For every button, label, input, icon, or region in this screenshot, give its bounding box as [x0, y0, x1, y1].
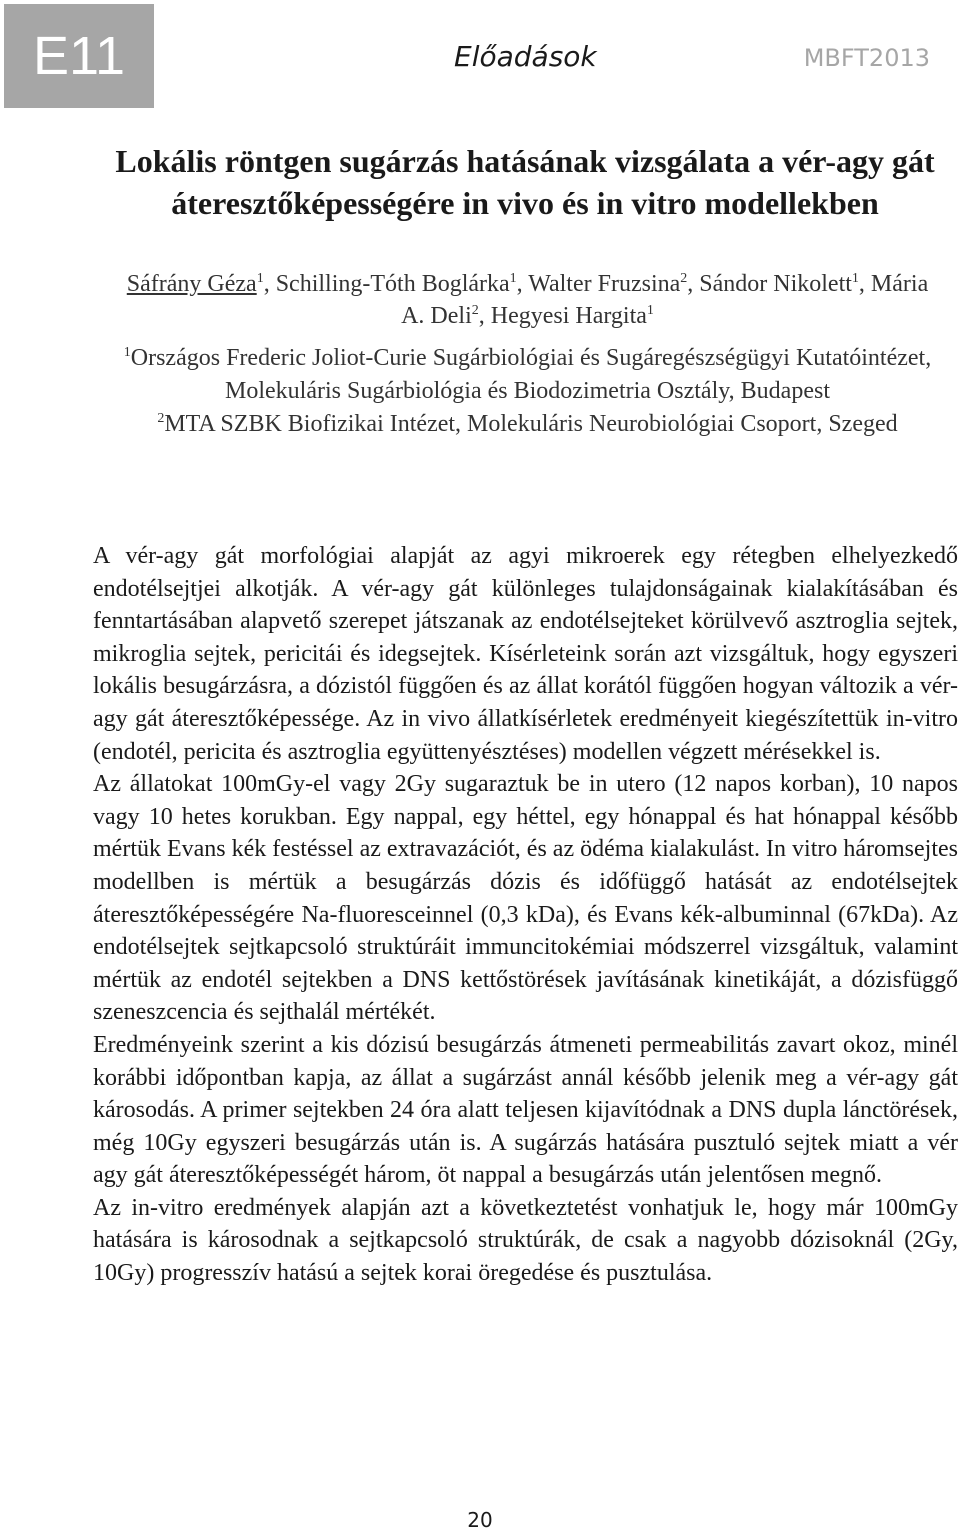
session-code-badge: E11 — [4, 4, 154, 108]
affiliation-text: MTA SZBK Biofizikai Intézet, Molekuláris Neurobiológiai Csoport, Szeged — [164, 411, 898, 437]
author-name: Sándor Nikolett — [699, 271, 852, 297]
author-name: Mária A. Deli — [401, 271, 929, 329]
affiliation-text: Országos Frederic Joliot-Curie Sugárbiológiai és Sugáregészségügyi Kutatóintézet, Molekuláris Sugárbiológia és Biodozimetria Osztály, Budapest — [130, 345, 932, 404]
abstract-paragraph: A vér-agy gát morfológiai alapját az agyi mikroerek egy rétegben elhelyezkedő endotélsejtjei alkotják. A vér-agy gát különleges tulajdonságainak kialakításában és fenntartásában alapvető szerepet játszanak az endotélsejteket körülvevő asztroglia sejtek, mikroglia sejtek, pericitái és idegsejtek. Kísérleteink során azt vizsgáltuk, hogy egyszeri lokális besugárzásra, a dózistól függően és az állat korától függően hogyan változik a vér-agy gát áteresztőképessége. Az in vivo állatkísérletek eredményeit kiegészítettük in-vitro (endotél, pericita és asztroglia együttenyésztéses) modellen végzett mérésekkel is. — [93, 543, 958, 765]
author-affiliation-index: 2 — [680, 271, 688, 286]
affiliation-list — [100, 342, 955, 441]
section-label: Előadások — [454, 40, 597, 73]
author-name: Hegyesi Hargita — [490, 303, 647, 329]
author-affiliation-index: 1 — [851, 271, 859, 286]
page-number: 20 — [467, 1508, 493, 1532]
affiliation-index: 2 — [157, 411, 165, 426]
affiliation-index: 1 — [123, 345, 131, 360]
author-affiliation-index: 1 — [256, 271, 264, 286]
abstract-paragraph: Az in-vitro eredmények alapján azt a következtetést vonhatjuk le, hogy már 100mGy hatására is károsodnak a sejtkapcsoló struktúrák, de csak a nagyobb dózisoknál (2Gy, 10Gy) progresszív hatású a sejtek korai öregedése és pusztulása. — [93, 1194, 958, 1287]
abstract-body — [93, 540, 958, 1290]
abstract-paragraph: Eredményeink szerint a kis dózisú besugárzás átmeneti permeabilitás zavart okoz, minél korábbi időpontban kapja, az állat a sugárzást annál később jelenik meg a vér-agy gát károsodás. A primer sejtekben 24 óra alatt teljesen kijavítódnak a DNS dupla lánctörések, még 10Gy egyszeri besugárzás után is. A sugárzás hatására pusztuló sejtek miatt a vér agy gát áteresztőképességét három, öt nappal a besugárzás után jelentősen megnő. — [93, 1031, 958, 1189]
author-name: Sáfrány Géza — [126, 271, 257, 297]
author-list: Sáfrány Géza$^1$, Schilling-Tóth Boglárka$^1$, Walter Fruzsina$^2$, Sándor Nikolett$^1$, Mária A. Deli$^2$, Hegyesi Hargita$^1$ — [126, 271, 929, 329]
affiliation — [100, 408, 955, 441]
author-name: Walter Fruzsina — [528, 271, 681, 297]
author-affiliation-index: 1 — [509, 271, 517, 286]
abstract-paragraph: Az állatokat 100mGy-el vagy 2Gy sugaraztuk be in utero (12 napos korban), 10 napos vagy 10 hetes korukban. Egy nappal, egy héttel, egy hónappal és hat hónappal később mértük Evans kék festéssel az extravazációt, és az ödéma kialakulást. In vitro háromsejtes modellben is mértük a besugárzás dózis és időfüggő hatását az endotélsejtek áteresztőképességére Na-fluoresceinnel (0,3 kDa), és Evans kék-albuminnal (67kDa). Az endotélsejtek sejtkapcsoló struktúráit immuncitokémiai módszerrel vizsgáltuk, valamint mértük az endotél sejtekben a DNS kettőstörések javításának kinetikáját, a dózisfüggő szeneszcencia és sejthalál mértékét. — [93, 771, 958, 1026]
conference-label: MBFT2013 — [803, 44, 930, 72]
author-name: Schilling-Tóth Boglárka — [275, 271, 510, 297]
affiliation — [100, 342, 955, 408]
paper-title: Lokális röntgen sugárzás hatásának vizsgálata a vér-agy gát áteresztőképességére in vivo és in vitro modellekben — [115, 143, 935, 221]
author-affiliation-index: 2 — [471, 303, 479, 318]
author-affiliation-index: 1 — [646, 303, 654, 318]
